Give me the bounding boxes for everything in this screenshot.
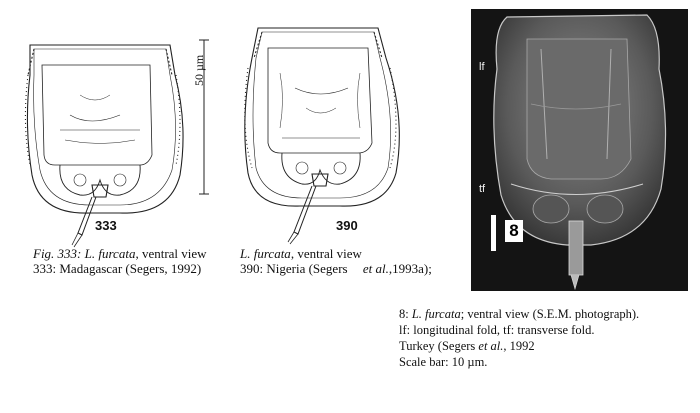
- sem-caption-etal: et al.: [478, 339, 504, 353]
- sem-label-tf: tf: [479, 183, 486, 195]
- caption-species: L. furcata: [84, 246, 136, 261]
- figure-390-caption: [240, 246, 432, 276]
- sem-photograph: [471, 9, 688, 291]
- caption-suffix: , ventral view: [135, 246, 207, 261]
- sem-caption: [399, 306, 639, 370]
- caption-year: ,1993a);: [388, 261, 432, 276]
- sem-caption-scale: Scale bar: 10 µm.: [399, 355, 488, 369]
- figure-390-drawing: [240, 18, 415, 248]
- caption-species: L. furcata: [240, 246, 291, 261]
- caption-locality: 390: Nigeria (Segers: [240, 261, 348, 276]
- sem-figure-badge: 8: [505, 220, 523, 242]
- caption-etal: et al.: [362, 261, 389, 276]
- sem-caption-prefix: 8:: [399, 307, 409, 321]
- caption-locality: 333: Madagascar (Segers, 1992): [33, 261, 202, 276]
- sem-label-lf: lf: [479, 61, 485, 73]
- sem-caption-year: , 1992: [503, 339, 535, 353]
- caption-suffix: , ventral view: [290, 246, 362, 261]
- sem-caption-species: L. furcata: [411, 307, 461, 321]
- sem-caption-folds: lf: longitudinal fold, tf: transverse fold.: [399, 323, 595, 337]
- sem-scale-bar: [491, 215, 496, 251]
- scale-bar-label: 50 µm: [192, 54, 206, 86]
- sem-caption-locality: Turkey (Segers: [399, 339, 476, 353]
- figure-333-number: 333: [95, 218, 117, 233]
- caption-prefix: Fig. 333:: [33, 246, 82, 261]
- sem-specimen-illustration: [471, 9, 688, 291]
- figure-333-caption: [33, 246, 207, 276]
- sem-caption-suffix: ; ventral view (S.E.M. photograph).: [460, 307, 640, 321]
- figure-390-number: 390: [336, 218, 358, 233]
